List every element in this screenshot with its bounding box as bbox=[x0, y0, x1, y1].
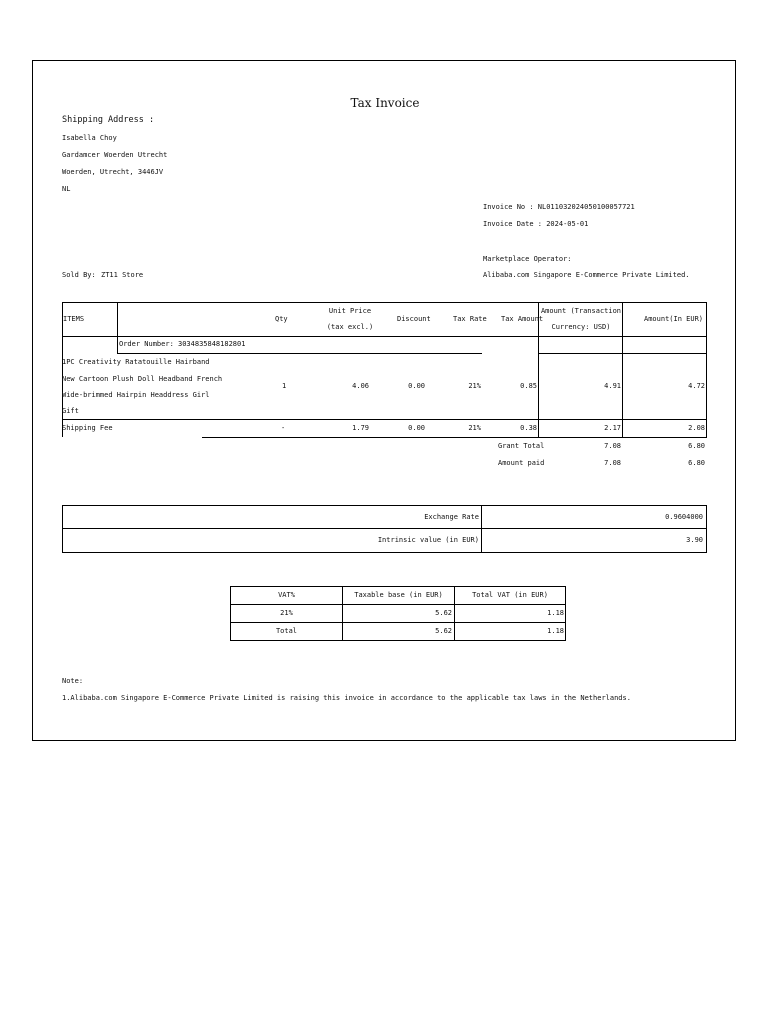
exchange-rule bbox=[62, 528, 707, 529]
table-rule bbox=[62, 336, 707, 337]
table-rule bbox=[62, 302, 707, 303]
amount-paid-usd: 7.08 bbox=[604, 459, 621, 467]
product-desc-line4: Gift bbox=[62, 407, 79, 415]
amount-paid-label: Amount paid bbox=[498, 459, 545, 467]
marketplace-label: Marketplace Operator: bbox=[483, 255, 572, 263]
product-desc-line2: New Cartoon Plush Doll Headband French bbox=[62, 375, 223, 383]
shipping-country: NL bbox=[62, 185, 71, 193]
vat-total-vat: 1.18 bbox=[547, 627, 564, 635]
shipping-fee-qty: - bbox=[281, 424, 286, 432]
grant-total-eur: 6.80 bbox=[688, 442, 705, 450]
exchange-rate-label: Exchange Rate bbox=[424, 513, 479, 521]
exchange-rule bbox=[62, 505, 707, 506]
header-amount-usd: Amount (Transaction bbox=[540, 307, 622, 315]
vat-row-total: 1.18 bbox=[547, 609, 564, 617]
table-rule bbox=[62, 419, 707, 420]
shipping-line1: Gardamcer Woerden Utrecht bbox=[62, 151, 168, 159]
product-discount: 0.00 bbox=[408, 382, 425, 390]
vat-row-rate: 21% bbox=[280, 609, 293, 617]
amount-paid-eur: 6.80 bbox=[688, 459, 705, 467]
shipping-fee-tax-rate: 21% bbox=[468, 424, 481, 432]
shipping-line2: Woerden, Utrecht, 3446JV bbox=[62, 168, 164, 176]
invoice-page bbox=[32, 60, 736, 741]
note-label: Note: bbox=[62, 677, 84, 685]
invoice-title: Tax Invoice bbox=[350, 96, 420, 110]
shipping-fee-amount-eur: 2.08 bbox=[688, 424, 705, 432]
table-rule bbox=[117, 353, 482, 354]
table-rule bbox=[117, 302, 118, 353]
vat-row-base: 5.62 bbox=[435, 609, 452, 617]
product-tax-amount: 0.85 bbox=[520, 382, 537, 390]
shipping-fee-amount-usd: 2.17 bbox=[604, 424, 621, 432]
header-discount: Discount bbox=[397, 315, 431, 323]
marketplace-name: Alibaba.com Singapore E-Commerce Private Limited. bbox=[483, 271, 690, 279]
header-tax-amount: Tax Amount bbox=[501, 315, 544, 323]
header-amount-usd-sub: Currency: USD) bbox=[551, 323, 611, 331]
vat-rule bbox=[230, 586, 566, 587]
vat-rule bbox=[230, 622, 566, 623]
shipping-fee-label: Shipping Fee bbox=[62, 424, 113, 432]
sold-by-store: ZT11 Store bbox=[101, 271, 144, 279]
intrinsic-value-label: Intrinsic value (in EUR) bbox=[377, 536, 479, 544]
sold-by-label: Sold By: bbox=[62, 271, 96, 279]
product-tax-rate: 21% bbox=[468, 382, 481, 390]
header-tax-rate: Tax Rate bbox=[453, 315, 487, 323]
table-rule bbox=[706, 302, 707, 437]
note-text: 1.Alibaba.com Singapore E-Commerce Private Limited is raising this invoice in accordance to the applicable tax laws in the Netherlands. bbox=[62, 694, 631, 702]
grant-total-label: Grant Total bbox=[498, 442, 545, 450]
product-desc-line3: Wide-brimmed Hairpin Headdress Girl bbox=[62, 391, 210, 399]
vat-rule bbox=[565, 586, 566, 641]
vat-header-rate: VAT% bbox=[278, 591, 295, 599]
product-amount-eur: 4.72 bbox=[688, 382, 705, 390]
shipping-name: Isabella Choy bbox=[62, 134, 117, 142]
product-desc-line1: 1PC Creativity Ratatouille Hairband bbox=[62, 358, 210, 366]
header-qty: Qty bbox=[275, 315, 288, 323]
vat-total-base: 5.62 bbox=[435, 627, 452, 635]
vat-total-label: Total bbox=[275, 627, 298, 635]
header-unit-price: Unit Price bbox=[328, 307, 372, 315]
product-unit-price: 4.06 bbox=[352, 382, 369, 390]
product-amount-usd: 4.91 bbox=[604, 382, 621, 390]
exchange-rule bbox=[62, 552, 707, 553]
order-number: Order Number: 3034835848182801 bbox=[119, 340, 246, 348]
product-qty: 1 bbox=[282, 382, 287, 390]
intrinsic-value: 3.90 bbox=[686, 536, 703, 544]
header-items: ITEMS bbox=[63, 315, 85, 323]
grant-total-usd: 7.08 bbox=[604, 442, 621, 450]
invoice-number: Invoice No : NL011032024050100057721 bbox=[483, 203, 635, 211]
vat-header-total: Total VAT (in EUR) bbox=[472, 591, 548, 599]
shipping-fee-discount: 0.00 bbox=[408, 424, 425, 432]
exchange-rule bbox=[481, 505, 482, 553]
vat-header-base: Taxable base (in EUR) bbox=[354, 591, 443, 599]
header-unit-price-sub: (tax excl.) bbox=[326, 323, 374, 331]
vat-rule bbox=[230, 604, 566, 605]
shipping-address-label: Shipping Address : bbox=[62, 115, 155, 125]
shipping-fee-tax-amount: 0.38 bbox=[520, 424, 537, 432]
exchange-rule bbox=[62, 505, 63, 553]
vat-rule bbox=[230, 640, 566, 641]
header-amount-eur: Amount(In EUR) bbox=[644, 315, 704, 323]
table-rule bbox=[202, 437, 707, 438]
exchange-rule bbox=[706, 505, 707, 553]
table-rule bbox=[622, 302, 623, 437]
exchange-rate-value: 0.9604000 bbox=[665, 513, 703, 521]
invoice-date: Invoice Date : 2024-05-01 bbox=[483, 220, 589, 228]
shipping-fee-unit-price: 1.79 bbox=[352, 424, 369, 432]
